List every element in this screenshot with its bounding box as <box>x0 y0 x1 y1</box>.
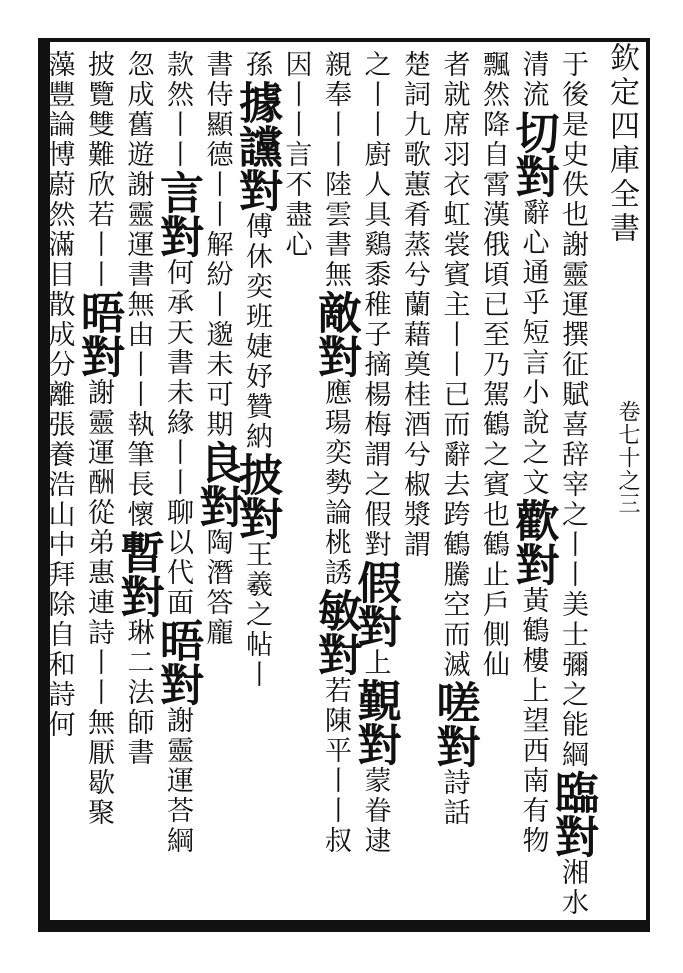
page-border-bottom-thick <box>38 920 650 932</box>
heading-term: 敏對 <box>310 588 361 676</box>
heading-term: 歡對 <box>507 498 559 586</box>
text-segment: 于後是史佚也謝靈運撰征賦 <box>557 50 588 410</box>
text-segment: 何承天書未緣丨丨聊以代面 <box>162 258 193 618</box>
heading-term: 暫對 <box>112 530 164 618</box>
text-column <box>475 50 511 910</box>
text-column <box>73 50 124 910</box>
text-column <box>507 50 559 910</box>
heading-term: 嗟對 <box>428 680 480 768</box>
text-column <box>278 50 314 910</box>
heading-term: 披對 <box>231 452 282 540</box>
text-segment: 侍顯德丨丨解紛 <box>201 80 233 290</box>
text-segment: 詩話 <box>438 768 470 828</box>
text-segment: 蒙眷逮 <box>359 766 391 856</box>
text-segment: 謝靈運書無由丨丨執筆長懷 <box>122 170 154 530</box>
heading-term: 言對 <box>152 170 203 258</box>
heading-term: 晤對 <box>73 290 124 378</box>
text-segment: 王羲之帖丨 <box>241 540 272 690</box>
text-segment: 琳二法師書 <box>122 618 154 768</box>
text-column <box>349 50 401 910</box>
text-segment: 丨邈未可期 <box>201 290 233 440</box>
text-segment: 散成分離張養浩山中拜除自和詩何 <box>43 290 75 740</box>
text-segment: 上 <box>359 648 391 678</box>
book-title: 欽定四庫全書 <box>604 42 639 246</box>
text-segment: 丨丨美士彌之能綱 <box>557 530 588 770</box>
heading-term: 臨對 <box>547 770 598 858</box>
heading-term: 敵對 <box>310 290 361 378</box>
text-segment: 傅休奕班婕妤贊納 <box>241 212 272 452</box>
text-segment: 黃鶴樓上望西南有物 <box>517 586 549 856</box>
text-segment: 湘水 <box>557 858 588 918</box>
text-column <box>396 50 432 910</box>
text-segment: 若陳平丨丨叔 <box>320 676 351 856</box>
text-segment: 應瑒奕勢論桃誘 <box>320 378 351 588</box>
text-column <box>112 50 164 910</box>
heading-term: 假對 <box>349 560 401 648</box>
heading-term: 據讜對 <box>231 80 282 212</box>
text-segment: 因丨丨言不盡心 <box>280 50 312 260</box>
text-segment: 親奉丨丨陸雲書無 <box>320 50 351 290</box>
text-segment: 謝靈運酬從弟惠連詩丨丨無厭歇聚 <box>83 378 114 828</box>
text-segment: 陶潛答龐 <box>201 528 233 648</box>
text-segment: 楚詞九歌蕙肴蒸兮蘭藉奠桂酒兮椒漿謂 <box>399 50 430 560</box>
text-column <box>152 50 203 910</box>
heading-term: 晤對 <box>152 618 203 706</box>
heading-term: 切對 <box>507 110 559 198</box>
text-segment: 之丨丨廚人具鷄黍稚子摘楊梅謂之假對 <box>359 50 391 560</box>
text-segment: 款然丨丨 <box>162 50 193 170</box>
text-segment: 謝靈運荅綱 <box>162 706 193 856</box>
text-segment: 忽成舊遊 <box>122 50 154 170</box>
text-column <box>41 50 77 910</box>
text-column <box>310 50 361 910</box>
text-segment: 辭心通乎短言小說之文 <box>517 198 549 498</box>
text-segment: 清流 <box>517 50 549 110</box>
text-segment: 披覽雙難欣若丨丨 <box>83 50 114 290</box>
text-segment: 喜辞宰之 <box>557 410 588 530</box>
heading-term: 良對 <box>191 440 243 528</box>
heading-term: 覲對 <box>349 678 401 766</box>
text-column <box>428 50 480 910</box>
text-column <box>231 50 282 910</box>
text-segment: 孫 <box>241 50 272 80</box>
text-column <box>191 50 243 910</box>
text-segment: 者就席羽衣虹裳賓主丨丨已而辭去跨鶴騰空而滅 <box>438 50 470 680</box>
text-segment: 飄然降自霄漢俄頃已至乃駕鶴之賓也鶴止戶側仙 <box>478 50 509 680</box>
text-segment: 書 <box>201 50 233 80</box>
text-segment: 藻豐論博蔚然滿目 <box>43 50 75 290</box>
text-column <box>547 50 598 918</box>
volume-label: 卷七十之三 <box>612 400 643 515</box>
